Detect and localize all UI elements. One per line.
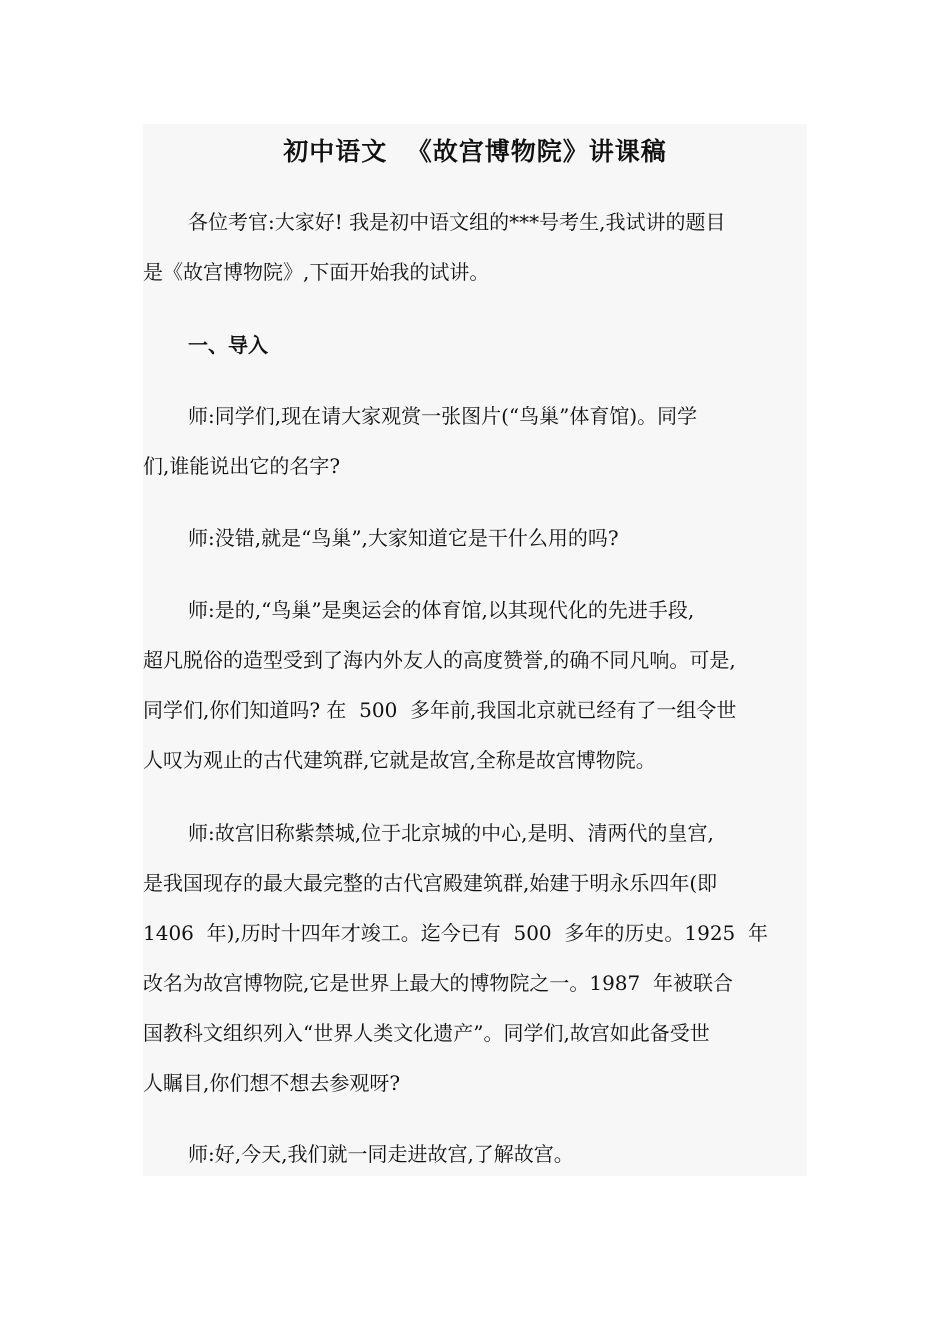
text-line: 师:好,今天,我们就一同走进故宫,了解故宫。 <box>188 1142 574 1166</box>
text-line: 们,谁能说出它的名字? <box>143 454 341 478</box>
paragraph-bird-nest-picture <box>143 391 807 491</box>
document-page <box>143 124 807 1176</box>
text-line: 是《故宫博物院》,下面开始我的试讲。 <box>143 260 490 284</box>
text-line: 同学们,你们知道吗? 在 500 多年前,我国北京就已经有了一组令世 <box>143 698 737 722</box>
text-line: 改名为故宫博物院,它是世界上最大的博物院之一。1987 年被联合 <box>143 971 733 995</box>
text-line: 师:没错,就是“鸟巢”,大家知道它是干什么用的吗? <box>188 526 619 550</box>
text-line: 国教科文组织列入“世界人类文化遗产”。同学们,故宫如此备受世 <box>143 1021 710 1045</box>
section-heading-intro <box>143 320 807 370</box>
text-line: 是我国现存的最大最完整的古代宫殿建筑群,始建于明永乐四年(即 <box>143 871 718 895</box>
text-line: 师:故宫旧称紫禁城,位于北京城的中心,是明、清两代的皇宫, <box>188 821 714 845</box>
text-line: 人叹为观止的古代建筑群,它就是故宫,全称是故宫博物院。 <box>143 748 656 772</box>
heading-text: 一、导入 <box>188 333 268 357</box>
document-title: 初中语文 《故宫博物院》讲课稿 <box>283 137 667 166</box>
paragraph-greeting <box>143 197 807 297</box>
text-line: 师:是的,“鸟巢”是奥运会的体育馆,以其现代化的先进手段, <box>188 598 695 622</box>
text-line: 各位考官:大家好! 我是初中语文组的***号考生,我试讲的题目 <box>188 210 726 234</box>
text-line: 超凡脱俗的造型受到了海内外友人的高度赞誉,的确不同凡响。可是, <box>143 648 736 672</box>
paragraph-bird-nest-explanation <box>143 585 807 785</box>
text-line: 人瞩目,你们想不想去参观呀? <box>143 1071 401 1095</box>
text-line: 1406 年),历时十四年才竣工。迄今已有 500 多年的历史。1925 年 <box>143 921 768 945</box>
text-line: 师:同学们,现在请大家观赏一张图片(“鸟巢”体育馆)。同学 <box>188 404 698 428</box>
paragraph-closing <box>143 1129 807 1179</box>
paragraph-forbidden-city-history <box>143 808 807 1108</box>
paragraph-bird-nest-question <box>143 513 807 563</box>
